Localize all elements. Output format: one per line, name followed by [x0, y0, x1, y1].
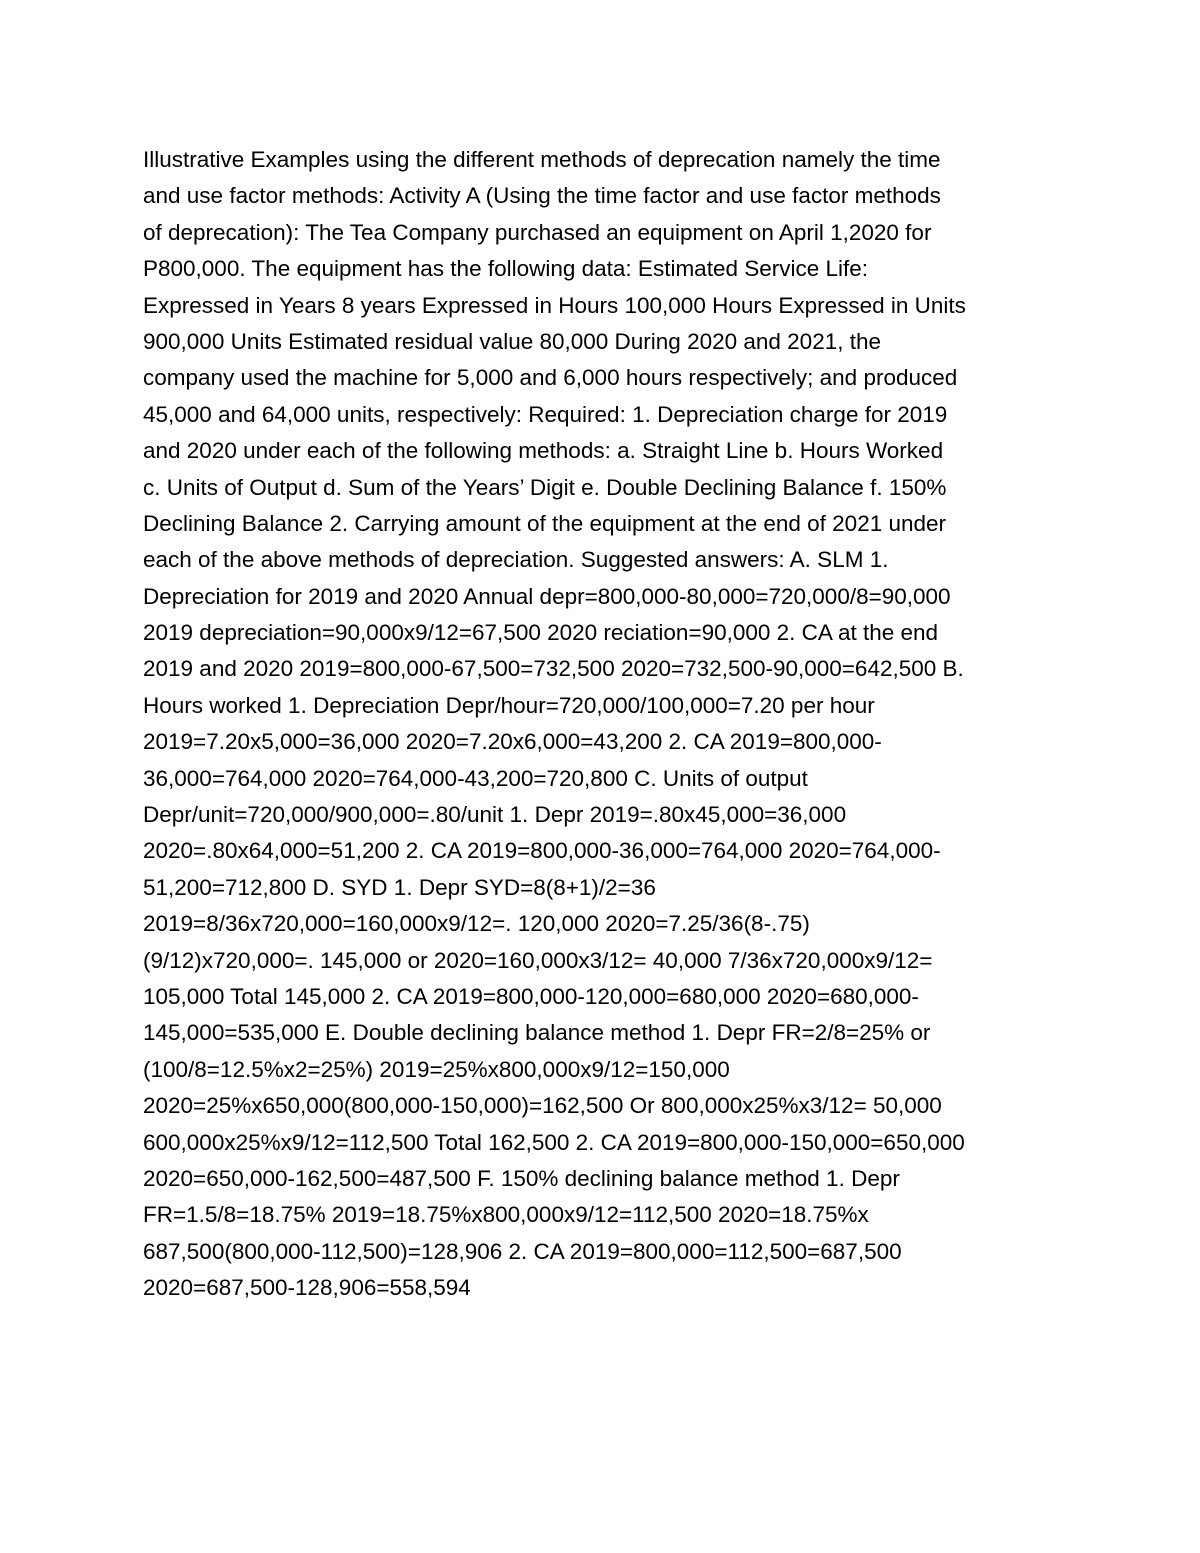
text-line: 2020=25%x650,000(800,000-150,000)=162,500 Or 800,000x25%x3/12= 50,000: [143, 1093, 942, 1119]
text-line: 2019 depreciation=90,000x9/12=67,500 2020 reciation=90,000 2. CA at the end: [143, 620, 939, 646]
text-line: 2019 and 2020 2019=800,000-67,500=732,500 2020=732,500-90,000=642,500 B.: [143, 656, 964, 682]
text-line: c. Units of Output d. Sum of the Years’ Digit e. Double Declining Balance f. 150%: [143, 474, 947, 500]
text-line: 900,000 Units Estimated residual value 80,000 During 2020 and 2021, the: [143, 328, 882, 354]
text-line: P800,000. The equipment has the following data: Estimated Service Life:: [143, 256, 869, 282]
text-line: each of the above methods of depreciation. Suggested answers: A. SLM 1.: [143, 547, 889, 573]
text-line: (9/12)x720,000=. 145,000 or 2020=160,000x3/12= 40,000 7/36x720,000x9/12=: [143, 947, 933, 973]
text-line: FR=1.5/8=18.75% 2019=18.75%x800,000x9/12=112,500 2020=18.75%x: [143, 1202, 869, 1228]
text-line: Depr/unit=720,000/900,000=.80/unit 1. Depr 2019=.80x45,000=36,000: [143, 802, 847, 828]
text-line: 36,000=764,000 2020=764,000-43,200=720,800 C. Units of output: [143, 765, 808, 791]
text-line: Illustrative Examples using the different methods of deprecation namely the time: [143, 147, 941, 172]
text-line: 105,000 Total 145,000 2. CA 2019=800,000-120,000=680,000 2020=680,000-: [143, 983, 919, 1009]
text-line: 51,200=712,800 D. SYD 1. Depr SYD=8(8+1)/2=36: [143, 874, 656, 900]
text-line: Hours worked 1. Depreciation Depr/hour=720,000/100,000=7.20 per hour: [143, 692, 875, 718]
text-line: and 2020 under each of the following methods: a. Straight Line b. Hours Worked: [143, 438, 944, 464]
text-line: (100/8=12.5%x2=25%) 2019=25%x800,000x9/12=150,000: [143, 1056, 730, 1082]
text-line: 2019=8/36x720,000=160,000x9/12=. 120,000 2020=7.25/36(8-.75): [143, 911, 810, 937]
text-line: 2019=7.20x5,000=36,000 2020=7.20x6,000=43,200 2. CA 2019=800,000-: [143, 729, 882, 755]
text-line: 45,000 and 64,000 units, respectively: Required: 1. Depreciation charge for 2019: [143, 401, 948, 427]
document-body: [143, 142, 1063, 1307]
text-line: Depreciation for 2019 and 2020 Annual depr=800,000-80,000=720,000/8=90,000: [143, 583, 951, 609]
text-line: 145,000=535,000 E. Double declining balance method 1. Depr FR=2/8=25% or: [143, 1020, 931, 1046]
text-line: Expressed in Years 8 years Expressed in Hours 100,000 Hours Expressed in Units: [143, 292, 966, 318]
text-line: 2020=.80x64,000=51,200 2. CA 2019=800,000-36,000=764,000 2020=764,000-: [143, 838, 941, 864]
text-line: of deprecation): The Tea Company purchased an equipment on April 1,2020 for: [143, 219, 932, 245]
text-line: 2020=687,500-128,906=558,594: [143, 1275, 471, 1301]
text-line: Declining Balance 2. Carrying amount of the equipment at the end of 2021 under: [143, 510, 947, 536]
text-line: 600,000x25%x9/12=112,500 Total 162,500 2. CA 2019=800,000-150,000=650,000: [143, 1129, 965, 1155]
text-line: and use factor methods: Activity A (Using the time factor and use factor methods: [143, 183, 941, 209]
text-line: 687,500(800,000-112,500)=128,906 2. CA 2019=800,000=112,500=687,500: [143, 1238, 902, 1264]
text-line: 2020=650,000-162,500=487,500 F. 150% declining balance method 1. Depr: [143, 1165, 900, 1191]
text-line: company used the machine for 5,000 and 6,000 hours respectively; and produced: [143, 365, 958, 391]
